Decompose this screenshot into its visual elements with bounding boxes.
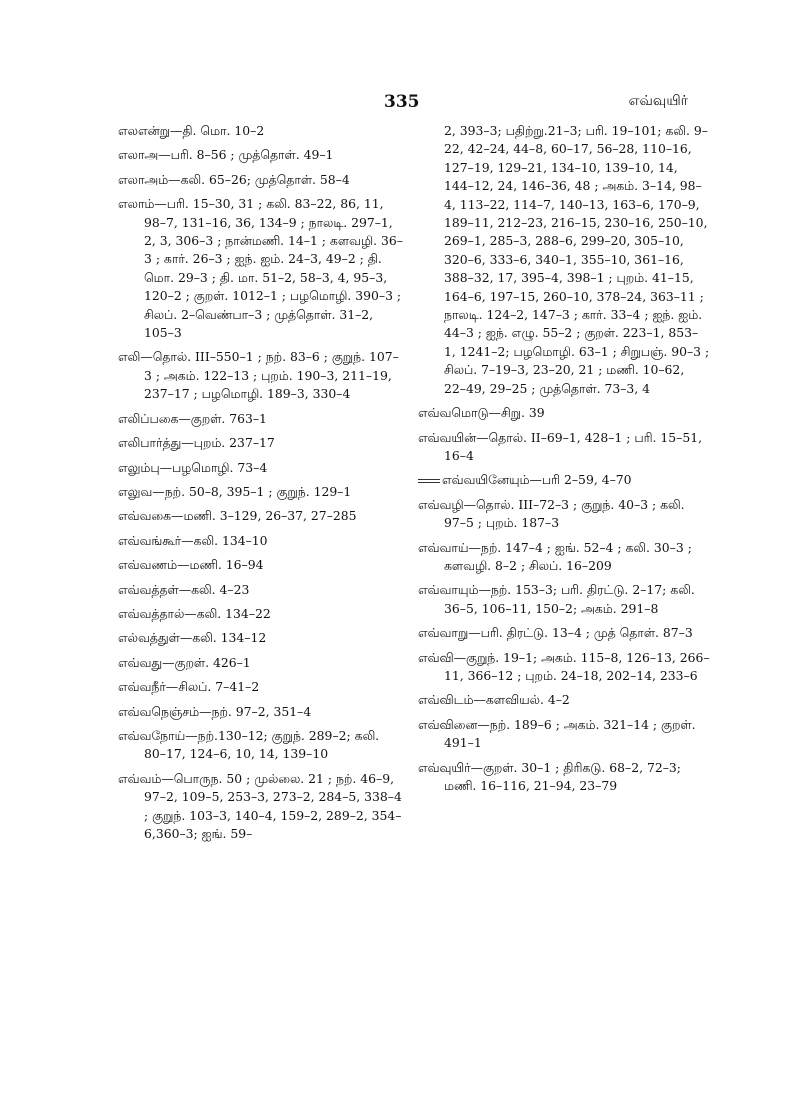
index-entry (418, 471, 710, 489)
headword: எவ்வுயிர் (418, 759, 471, 775)
references: —பொருந. 50 ; முல்லை. 21 ; நற். 46–9, 97–2, 109–5, 253–3, 273–2, 284–5, 338–4 ; குறுந். 103–3, 140–4, 159–2, 289–2, 354–6,360–3; ஐங். 59– (144, 770, 402, 841)
references: —பரி 2–59, 4–70 (529, 472, 632, 488)
index-entry (418, 691, 710, 709)
index-entry (118, 654, 403, 672)
references: —நற். 147–4 ; ஐங். 52–4 ; கலி. 30–3 ; களவழி. 8–2 ; சிலப். 16–209 (444, 539, 692, 573)
references: —குறள். 426–1 (162, 654, 251, 670)
index-entry (118, 678, 403, 696)
index-entry (418, 624, 710, 642)
headword: எலிப்பகை (118, 410, 179, 426)
headword: எலிபார்த்து (118, 435, 182, 451)
page-header (0, 92, 800, 116)
headword: எவ்வமொடு (418, 405, 489, 421)
references: —தி. மொ. 10–2 (170, 123, 265, 138)
references: —கலி. 65–26; முத்தொள். 58–4 (168, 171, 350, 187)
headword: எலாஅம் (118, 171, 169, 187)
references: —மணி. 16–94 (177, 557, 264, 573)
right-column (418, 122, 710, 801)
index-entry (118, 434, 403, 452)
headword: எவ்வங்கூர் (118, 532, 182, 548)
headword: எலாம் (118, 196, 155, 212)
index-entry (418, 581, 710, 618)
references: —தொல். III–550–1 ; நற். 83–6 ; குறுந். 107–3 ; அகம். 122–13 ; புறம். 190–3, 211–19, 237–17 ; பழமொழி. 189–3, 330–4 (140, 349, 399, 402)
headword: எவ்வத்தள் (118, 581, 179, 597)
index-entry (118, 410, 403, 428)
index-entry (418, 429, 710, 466)
index-entry (118, 556, 403, 574)
index-entry (118, 703, 403, 721)
index-entry (118, 459, 403, 477)
index-entry (118, 629, 403, 647)
index-entry (418, 716, 710, 753)
running-head: எவ்வுயிர் (628, 93, 688, 109)
references: —மணி. 3–129, 26–37, 27–285 (171, 508, 357, 524)
references: —கலி. 134–12 (179, 630, 267, 646)
index-entry (418, 404, 710, 422)
headword: எவ்வணம் (118, 557, 178, 573)
references: —குறள். 30–1 ; திரிகடு. 68–2, 72–3; மணி. 16–116, 21–94, 23–79 (444, 759, 681, 793)
left-column (118, 122, 403, 849)
headword: எவ்வநீர் (118, 679, 166, 695)
references: —பரி. திரட்டு. 13–4 ; முத் தொள். 87–3 (468, 625, 693, 641)
headword: எவ்வநோய் (118, 727, 186, 743)
references: —சிறு. 39 (488, 405, 545, 421)
index-entry (118, 532, 403, 550)
index-entry (118, 146, 403, 164)
headword: எவ்வநெஞ்சம் (118, 703, 200, 719)
headword: எவ்வயின் (418, 429, 477, 445)
index-entry (118, 605, 403, 623)
headword: எவ்வத்தால் (118, 605, 185, 621)
headword: எவ்வினை (418, 716, 478, 732)
headword: எவ்விடம் (418, 692, 474, 708)
index-entry (118, 122, 403, 140)
references: —புறம். 237–17 (181, 435, 275, 451)
headword: எல்வத்துள் (118, 630, 180, 646)
references: —பழமொழி. 73–4 (159, 459, 268, 475)
references: —நற். 153–3; பரி. திரட்டு. 2–17; கலி. 36–5, 106–11, 150–2; அகம். 291–8 (444, 582, 695, 616)
references: —நற். 50–8, 395–1 ; குறுந். 129–1 (152, 483, 352, 499)
headword: எவ்வயினேயும் (442, 472, 530, 488)
headword: எவ்வாயும் (418, 582, 479, 598)
references: —கலி. 134–10 (181, 532, 268, 548)
references: —நற். 189–6 ; அகம். 321–14 ; குறள். 491–1 (444, 716, 696, 751)
headword: எலஎன்று (118, 123, 170, 138)
page-number: 335 (384, 92, 420, 112)
headword: எவ்வது (118, 654, 163, 670)
index-entry (118, 348, 403, 403)
index-entry (118, 727, 403, 764)
index-entry (418, 759, 710, 796)
index-entry (118, 195, 403, 342)
index-entry (118, 770, 403, 844)
headword: எலுவ (118, 483, 153, 499)
references: —தொல். II–69–1, 428–1 ; பரி. 15–51, 16–4 (444, 429, 703, 463)
index-entry (118, 483, 403, 501)
references: —பரி. 15–30, 31 ; கலி. 83–22, 86, 11, 98–7, 131–16, 36, 134–9 ; நாலடி. 297–1, 2, 3, 306–3 ; நான்மணி. 14–1 ; களவழி. 36–3 ; கார். 26–3 ; ஐந். ஐம். 24–3, 49–2 ; தி. மொ. 29–3 ; தி. மா. 51–2, 58–3, 4, 95–3, 120–2 ; குறள். 1012–1 ; பழமொழி. 390–3 ; சிலப். 2–வெண்பா–3 ; முத்தொள். 31–2, 105–3 (144, 196, 403, 341)
index-entry (118, 581, 403, 599)
index-entry (418, 539, 710, 576)
index-entry (418, 649, 710, 686)
references: —குறுந். 19–1; அகம். 115–8, 126–13, 266–11, 366–12 ; புறம். 24–18, 202–14, 233–6 (444, 649, 710, 683)
headword: எலாஅ (118, 147, 159, 163)
references: —பரி. 8–56 ; முத்தொள். 49–1 (158, 147, 334, 163)
headword: எலும்பு (118, 459, 160, 475)
references: —நற்.130–12; குறுந். 289–2; கலி. 80–17, 124–6, 10, 14, 139–10 (144, 727, 380, 762)
references: —கலி. 4–23 (178, 581, 250, 597)
index-entry (118, 507, 403, 525)
references: —நற். 97–2, 351–4 (199, 703, 312, 719)
repeat-dash-mark (418, 479, 440, 483)
references: —குறள். 763–1 (178, 410, 267, 426)
headword: எலி (118, 349, 141, 365)
references: —தொல். III–72–3 ; குறுந். 40–3 ; கலி. 97–5 ; புறம். 187–3 (444, 496, 685, 531)
headword: எவ்வம் (118, 770, 162, 786)
headword: எவ்வாய் (418, 539, 469, 555)
references: —களவியல். 4–2 (473, 692, 570, 708)
headword: எவ்வகை (118, 508, 172, 524)
references: —கலி. 134–22 (184, 605, 271, 621)
headword: எவ்வாறு (418, 625, 469, 641)
continued-references: 2, 393–3; பதிற்று.21–3; பரி. 19–101; கலி. 9–22, 42–24, 44–8, 60–17, 56–28, 110–16, 127–19, 129–21, 134–10, 139–10, 14, 144–12, 24, 146–36, 48 ; அகம். 3–14, 98–4, 113–22, 114–7, 140–13, 163–6, 170–9, 189–11, 212–23, 216–15, 230–16, 250–10, 269–1, 285–3, 288–6, 299–20, 305–10, 320–6, 333–6, 340–1, 355–10, 361–16, 388–32, 17, 395–4, 398–1 ; புறம். 41–15, 164–6, 197–15, 260–10, 378–24, 363–11 ; நாலடி. 124–2, 147–3 ; கார். 33–4 ; ஐந். ஐம். 44–3 ; ஐந். எழு. 55–2 ; குறள். 223–1, 853–1, 1241–2; பழமொழி. 63–1 ; சிறுபஞ். 90–3 ; சிலப். 7–19–3, 23–20, 21 ; மணி. 10–62, 22–49, 29–25 ; முத்தொள். 73–3, 4 (444, 123, 710, 396)
index-entry (418, 496, 710, 533)
references: —சிலப். 7–41–2 (165, 679, 260, 695)
headword: எவ்வழி (418, 496, 464, 512)
index-entry (118, 171, 403, 189)
headword: எவ்வி (418, 649, 454, 665)
